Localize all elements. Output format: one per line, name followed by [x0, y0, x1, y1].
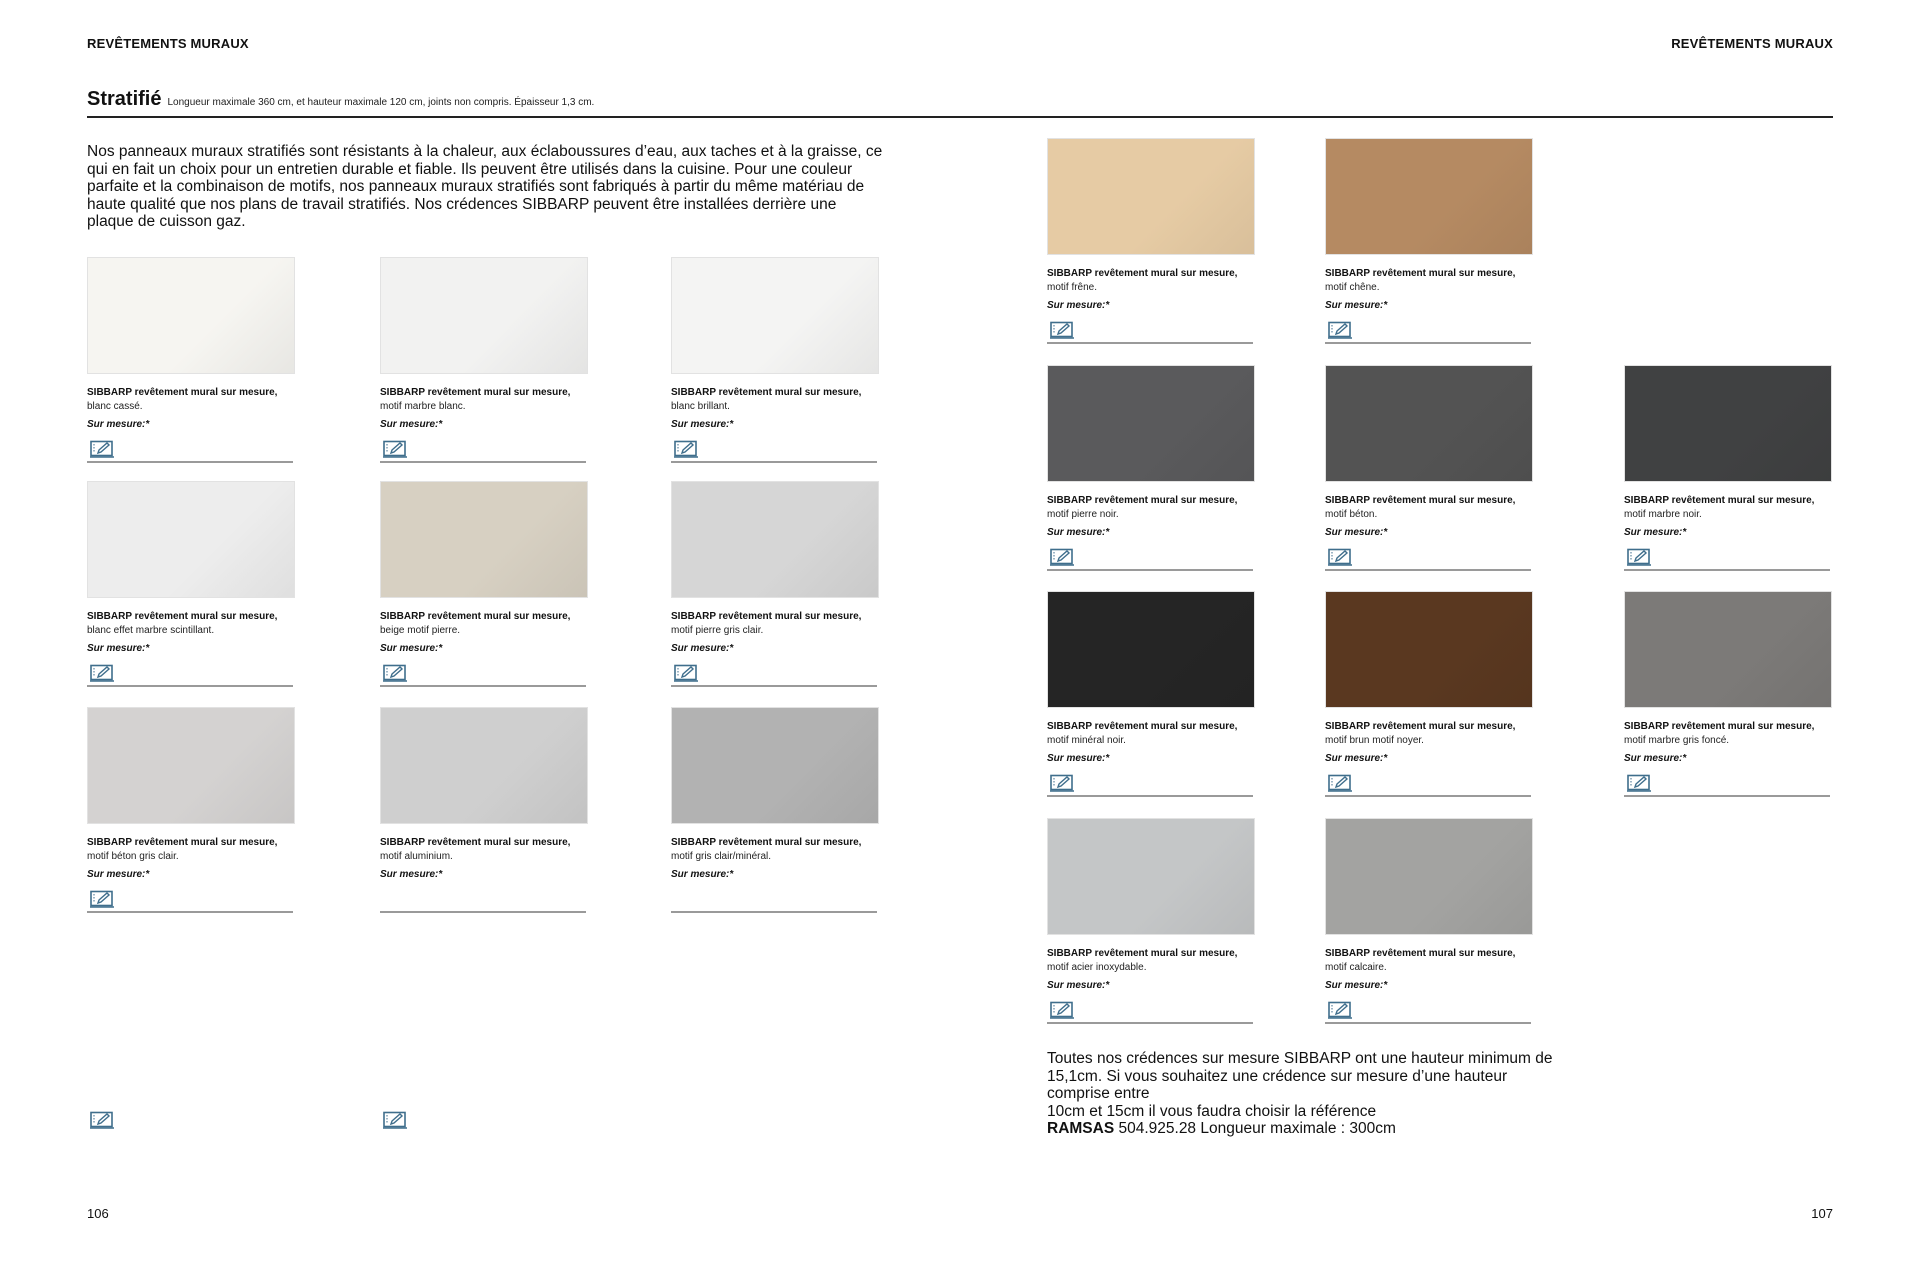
swatch-image — [87, 257, 295, 374]
card-desc: motif béton gris clair. — [87, 851, 179, 862]
card-divider — [1624, 569, 1830, 571]
card-divider — [87, 911, 293, 913]
custom-size-label: Sur mesure:* — [87, 869, 150, 880]
card-divider — [1047, 1022, 1253, 1024]
product-card — [671, 707, 879, 913]
card-divider — [671, 685, 877, 687]
swatch-image — [1325, 591, 1533, 708]
section-heading — [87, 88, 594, 111]
edit-icon[interactable] — [1049, 774, 1075, 792]
edit-icon[interactable] — [382, 440, 408, 458]
custom-size-label: Sur mesure:* — [380, 419, 443, 430]
card-title: SIBBARP revêtement mural sur mesure, — [1325, 721, 1516, 732]
swatch-image — [87, 707, 295, 824]
card-title: SIBBARP revêtement mural sur mesure, — [87, 387, 278, 398]
custom-size-label: Sur mesure:* — [1624, 527, 1687, 538]
card-title: SIBBARP revêtement mural sur mesure, — [87, 837, 278, 848]
card-title: SIBBARP revêtement mural sur mesure, — [671, 611, 862, 622]
card-divider — [1047, 342, 1253, 344]
card-title: SIBBARP revêtement mural sur mesure, — [1624, 495, 1815, 506]
custom-size-label: Sur mesure:* — [87, 419, 150, 430]
card-title: SIBBARP revêtement mural sur mesure, — [1047, 948, 1238, 959]
card-title: SIBBARP revêtement mural sur mesure, — [1325, 268, 1516, 279]
running-header-right: REVÊTEMENTS MURAUX — [1671, 36, 1833, 51]
note-ref-rest: 504.925.28 Longueur maximale : 300cm — [1114, 1120, 1396, 1138]
page-number-right: 107 — [1811, 1206, 1833, 1221]
swatch-image — [1047, 818, 1255, 935]
edit-icon[interactable] — [89, 1111, 115, 1129]
edit-icon[interactable] — [1327, 774, 1353, 792]
section-title: Stratifié — [87, 88, 162, 110]
card-title: SIBBARP revêtement mural sur mesure, — [380, 611, 571, 622]
card-desc: motif frêne. — [1047, 282, 1098, 293]
card-divider — [1325, 795, 1531, 797]
card-title: SIBBARP revêtement mural sur mesure, — [380, 837, 571, 848]
edit-icon[interactable] — [1327, 548, 1353, 566]
edit-icon[interactable] — [1626, 548, 1652, 566]
card-desc: motif marbre gris foncé. — [1624, 735, 1730, 746]
card-divider — [1325, 1022, 1531, 1024]
custom-size-label: Sur mesure:* — [1047, 527, 1110, 538]
page-number-left: 106 — [87, 1206, 109, 1221]
card-title: SIBBARP revêtement mural sur mesure, — [87, 611, 278, 622]
card-divider — [1325, 342, 1531, 344]
card-title: SIBBARP revêtement mural sur mesure, — [1047, 721, 1238, 732]
card-desc: blanc effet marbre scintillant. — [87, 625, 215, 636]
card-divider — [1325, 569, 1531, 571]
product-card — [1325, 138, 1533, 344]
card-divider — [87, 461, 293, 463]
product-card — [380, 707, 588, 913]
custom-size-label: Sur mesure:* — [1047, 753, 1110, 764]
product-card — [87, 481, 295, 687]
card-title: SIBBARP revêtement mural sur mesure, — [1047, 495, 1238, 506]
card-title: SIBBARP revêtement mural sur mesure, — [671, 387, 862, 398]
product-card — [1624, 591, 1832, 797]
card-desc: motif minéral noir. — [1047, 735, 1126, 746]
card-divider — [380, 911, 586, 913]
product-card — [1325, 365, 1533, 571]
card-desc: motif pierre noir. — [1047, 509, 1119, 520]
swatch-image — [1624, 591, 1832, 708]
section-subtitle: Longueur maximale 360 cm, et hauteur maximale 120 cm, joints non compris. Épaisseur 1,3 cm. — [167, 97, 595, 108]
card-divider — [671, 911, 877, 913]
custom-size-label: Sur mesure:* — [1624, 753, 1687, 764]
card-desc: motif gris clair/minéral. — [671, 851, 772, 862]
edit-icon[interactable] — [89, 890, 115, 908]
card-divider — [671, 461, 877, 463]
edit-icon[interactable] — [1327, 1001, 1353, 1019]
card-desc: motif brun motif noyer. — [1325, 735, 1424, 746]
product-card — [1325, 591, 1533, 797]
swatch-image — [380, 257, 588, 374]
edit-icon[interactable] — [1049, 1001, 1075, 1019]
product-card — [380, 257, 588, 463]
product-card — [1624, 365, 1832, 571]
custom-size-label: Sur mesure:* — [87, 643, 150, 654]
custom-size-label: Sur mesure:* — [380, 869, 443, 880]
swatch-image — [671, 707, 879, 824]
edit-icon[interactable] — [1327, 321, 1353, 339]
product-card — [1047, 138, 1255, 344]
swatch-image — [1624, 365, 1832, 482]
card-desc: motif calcaire. — [1325, 962, 1387, 973]
product-card — [87, 257, 295, 463]
edit-icon[interactable] — [673, 664, 699, 682]
card-desc: beige motif pierre. — [380, 625, 461, 636]
swatch-image — [1047, 138, 1255, 255]
product-card — [1325, 818, 1533, 1024]
product-card — [1047, 591, 1255, 797]
edit-icon[interactable] — [89, 440, 115, 458]
note-ref-name: RAMSAS — [1047, 1120, 1115, 1138]
running-header-left: REVÊTEMENTS MURAUX — [87, 36, 249, 51]
note-line2: 10cm et 15cm il vous faudra choisir la référence — [1047, 1102, 1377, 1120]
edit-icon[interactable] — [673, 440, 699, 458]
product-card — [1047, 365, 1255, 571]
swatch-image — [380, 707, 588, 824]
swatch-image — [1325, 365, 1533, 482]
card-divider — [380, 685, 586, 687]
edit-icon[interactable] — [382, 664, 408, 682]
custom-size-label: Sur mesure:* — [1325, 980, 1388, 991]
product-card — [671, 257, 879, 463]
card-desc: motif pierre gris clair. — [671, 625, 764, 636]
product-card — [671, 481, 879, 687]
custom-size-label: Sur mesure:* — [1047, 980, 1110, 991]
swatch-image — [380, 481, 588, 598]
card-divider — [380, 461, 586, 463]
swatch-image — [1325, 138, 1533, 255]
swatch-image — [1047, 365, 1255, 482]
card-title: SIBBARP revêtement mural sur mesure, — [1325, 948, 1516, 959]
note-text: Toutes nos crédences sur mesure SIBBARP ont une hauteur minimum de 15,1cm. Si vous souhaitez une crédence sur mesure d’une hauteur comprise entre — [1047, 1050, 1553, 1103]
product-card — [87, 707, 295, 913]
card-desc: blanc brillant. — [671, 401, 730, 412]
card-title: SIBBARP revêtement mural sur mesure, — [1047, 268, 1238, 279]
card-desc: motif marbre noir. — [1624, 509, 1702, 520]
card-desc: motif marbre blanc. — [380, 401, 466, 412]
card-divider — [1047, 795, 1253, 797]
custom-size-label: Sur mesure:* — [1325, 753, 1388, 764]
card-desc: motif chêne. — [1325, 282, 1380, 293]
height-note — [1047, 1050, 1567, 1138]
card-divider — [1624, 795, 1830, 797]
card-desc: blanc cassé. — [87, 401, 143, 412]
edit-icon[interactable] — [382, 1111, 408, 1129]
edit-icon[interactable] — [1049, 548, 1075, 566]
card-title: SIBBARP revêtement mural sur mesure, — [380, 387, 571, 398]
swatch-image — [671, 257, 879, 374]
card-title: SIBBARP revêtement mural sur mesure, — [1624, 721, 1815, 732]
custom-size-label: Sur mesure:* — [671, 643, 734, 654]
custom-size-label: Sur mesure:* — [1325, 300, 1388, 311]
edit-icon[interactable] — [89, 664, 115, 682]
custom-size-label: Sur mesure:* — [380, 643, 443, 654]
swatch-image — [1047, 591, 1255, 708]
edit-icon[interactable] — [1049, 321, 1075, 339]
custom-size-label: Sur mesure:* — [1325, 527, 1388, 538]
heading-rule — [87, 116, 1833, 118]
card-divider — [87, 685, 293, 687]
custom-size-label: Sur mesure:* — [671, 869, 734, 880]
edit-icon[interactable] — [1626, 774, 1652, 792]
swatch-image — [1325, 818, 1533, 935]
card-title: SIBBARP revêtement mural sur mesure, — [1325, 495, 1516, 506]
card-desc: motif aluminium. — [380, 851, 453, 862]
intro-paragraph: Nos panneaux muraux stratifiés sont résistants à la chaleur, aux éclaboussures d’eau, aux taches et à la graisse, ce qui en fait un choix pour un entretien durable et fiable. Ils peuvent être utilisés dans la cuisine. Pour une couleur parfaite et la combinaison de motifs, nos panneaux muraux stratifiés sont fabriqués à partir du même matériau de haute qualité que nos plans de travail stratifiés. Nos crédences SIBBARP peuvent être installées derrière une plaque de cuisson gaz. — [87, 143, 883, 231]
custom-size-label: Sur mesure:* — [1047, 300, 1110, 311]
card-title: SIBBARP revêtement mural sur mesure, — [671, 837, 862, 848]
custom-size-label: Sur mesure:* — [671, 419, 734, 430]
swatch-image — [87, 481, 295, 598]
card-desc: motif béton. — [1325, 509, 1378, 520]
product-card — [1047, 818, 1255, 1024]
card-desc: motif acier inoxydable. — [1047, 962, 1147, 973]
product-card — [380, 481, 588, 687]
card-divider — [1047, 569, 1253, 571]
swatch-image — [671, 481, 879, 598]
